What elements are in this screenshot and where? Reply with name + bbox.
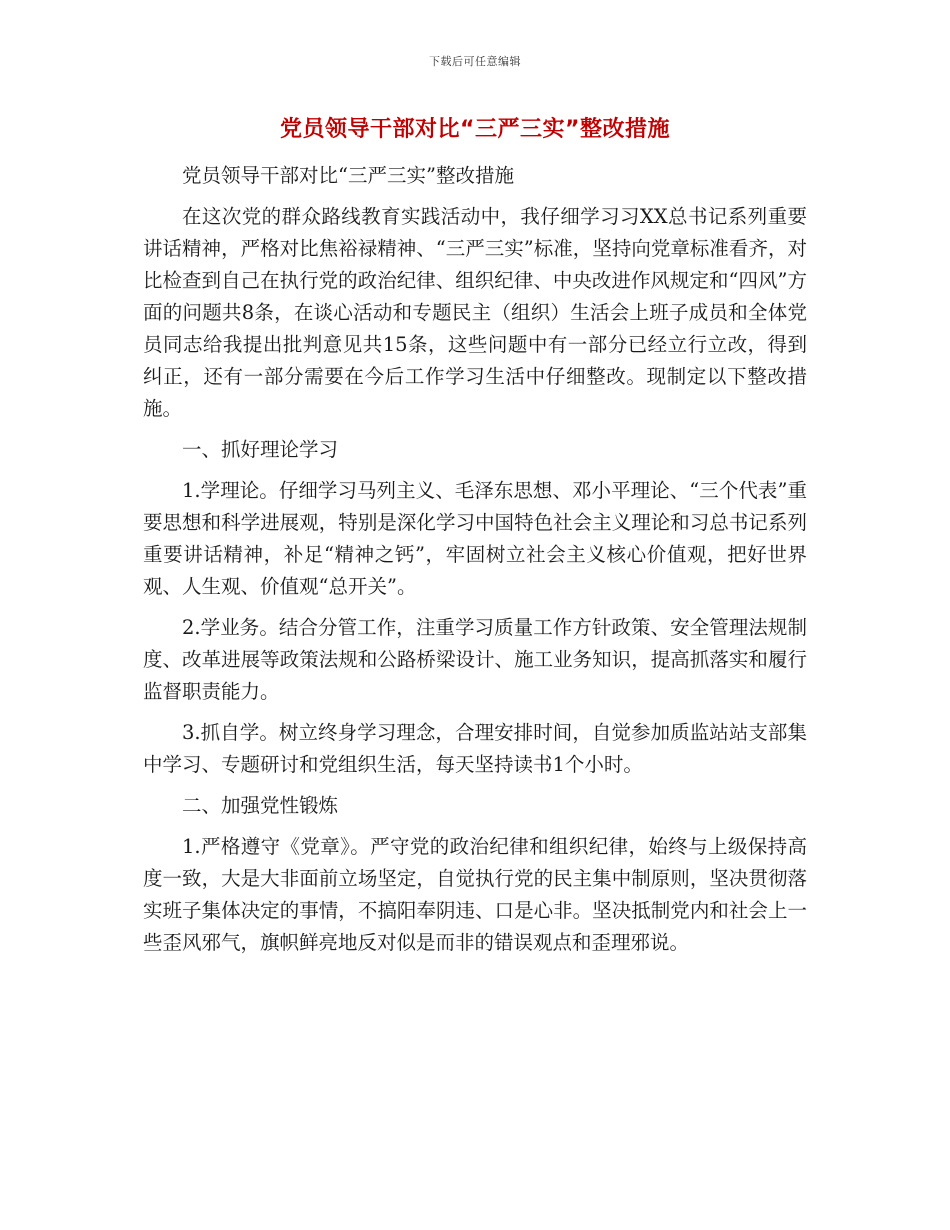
paragraph-item-1-1: 1.学理论。仔细学习马列主义、毛泽东思想、邓小平理论、“三个代表”重要思想和科学进展观，特别是深化学习中国特色社会主义理论和习总书记系列重要讲话精神，补足“精神之钙”，牢固树立社会主义核心价值观，把好世界观、人生观、价值观“总开关”。 [143,479,807,598]
document-body [143,160,807,968]
paragraph-item-2-1: 1.严格遵守《党章》。严守党的政治纪律和组织纪律，始终与上级保持高度一致，大是大非面前立场坚定，自觉执行党的民主集中制原则，坚决贯彻落实班子集体决定的事情，不搞阳奉阴违、口是心非。坚决抵制党内和社会上一些歪风邪气，旗帜鲜亮地反对似是而非的错误观点和歪理邪说。 [143,835,807,954]
header-note: 下载后可任意编辑 [429,55,521,68]
paragraph-item-1-2: 2.学业务。结合分管工作，注重学习质量工作方针政策、安全管理法规制度、改革进展等政策法规和公路桥梁设计、施工业务知识，提高抓落实和履行监督职责能力。 [143,616,807,703]
paragraph-subtitle: 党员领导干部对比“三严三实”整改措施 [182,164,514,187]
section-heading-1: 一、抓好理论学习 [182,438,339,461]
document-title: 党员领导干部对比“三严三实”整改措施 [280,117,670,142]
section-heading-2: 二、加强党性锻炼 [182,794,339,817]
paragraph-intro: 在这次党的群众路线教育实践活动中，我仔细学习习XX总书记系列重要讲话精神，严格对比焦裕禄精神、“三严三实”标准，坚持向党章标准看齐，对比检查到自己在执行党的政治纪律、组织纪律、中央改进作风规定和“四风”方面的问题共8条，在谈心活动和专题民主（组织）生活会上班子成员和全体党员同志给我提出批判意见共15条，这些问题中有一部分已经立行立改，得到纠正，还有一部分需要在今后工作学习生活中仔细整改。现制定以下整改措施。 [143,205,807,420]
paragraph-item-1-3: 3.抓自学。树立终身学习理念，合理安排时间，自觉参加质监站站支部集中学习、专题研讨和党组织生活，每天坚持读书1个小时。 [143,721,807,776]
